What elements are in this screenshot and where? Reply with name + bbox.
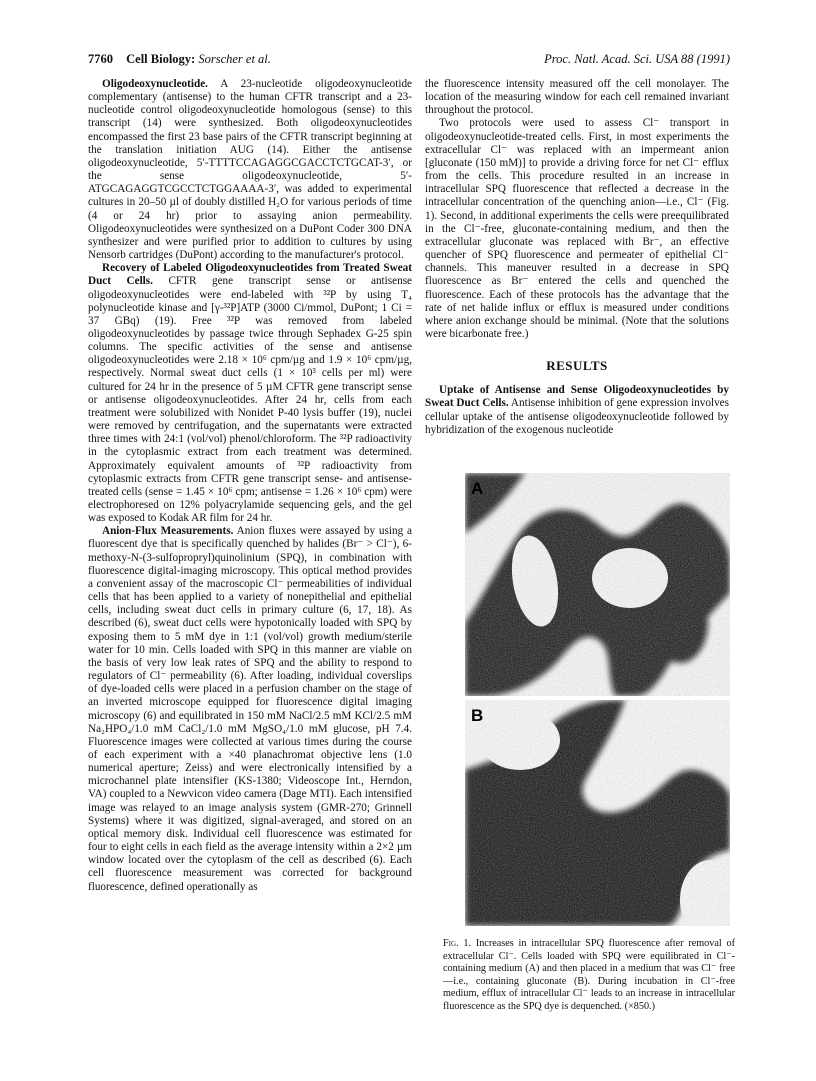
journal-citation: Proc. Natl. Acad. Sci. USA 88 (1991)	[544, 52, 730, 66]
heading-anion-flux: Anion-Flux Measurements.	[102, 525, 234, 538]
running-header-left	[88, 52, 271, 67]
body-recovery: CFTR gene transcript sense or antisense oligodeoxynucleotides were end-labeled with ³²P by using T₄ polynucleotide kinase and [γ-³²P]ATP (3000 Ci/mmol, DuPont; 1 Ci = 37 GBq) (19). Free ³²P was removed from labeled oligodeoxynucleotides by passage twice through Sephadex G-25 spin columns. The specific activities of the sense and antisense oligodeoxynucleotides were 2.18 × 10⁶ cpm/µg and 1.9 × 10⁶ cpm/µg, respectively. Normal sweat duct cells (1 × 10³ cells per ml) were cultured for 24 hr in the presence of 5 µM CFTR gene transcript sense or antisense oligodeoxynucleotides. After 24 hr, cells from each treatment were solubilized with Nonidet P-40 lysis buffer (19), nuclei were removed by centrifugation, and the supernatants were extracted three times with 24:1 (vol/vol) phenol/chloroform. The ³²P radioactivity in the cytoplasmic extract from each treatment was determined. Approximately equivalent amounts of ³²P radioactivity from cytoplasmic extracts from CFTR gene transcript sense- and antisense-treated cells (sense = 1.45 × 10⁶ cpm; antisense = 1.26 × 10⁶ cpm) were electrophoresed on 12% polyacrylamide sequencing gels, and the gel was exposed to Kodak AR film for 24 hr.	[88, 275, 413, 525]
paragraph-uptake	[425, 384, 729, 437]
body-uptake: Antisense inhibition of gene expression involves cellular uptake of the antisense oligodeoxynucleotide followed by hybridization of the exogenous nucleotide	[425, 397, 729, 436]
right-column	[425, 78, 729, 437]
results-heading: RESULTS	[546, 358, 608, 374]
panel-a-label: A	[471, 479, 484, 498]
header-title	[126, 52, 271, 66]
heading-uptake: Uptake of Antisense and Sense Oligodeoxynucleotides by Sweat Duct Cells.	[425, 384, 729, 410]
paragraph-continued: the fluorescence intensity measured off the cell monolayer. The location of the measuring window for each cell remained invariant throughout the protocol.	[425, 78, 729, 117]
body-oligo: A 23-nucleotide oligodeoxynucleotide complementary (antisense) to the human CFTR transcript and a 23-nucleotide control oligodeoxynucleotide homologous (sense) to this transcript (14) were synthesized. Both oligodeoxynucleotides encompassed the first 23 base pairs of the CFTR transcript beginning at the translation initiation AUG (14). Either the antisense oligodeoxynucleotide, 5′-TTTTCCAGAGGCGACCTCTGCAT-3′, or the sense oligodeoxynucleotide, 5′-ATGCAGAGGTCGCCTCTGGAAAA-3′, was added to experimental cultures in 20–50 µl of doubly distilled H₂O for various periods of time (4 or 24 hr) prior to assaying anion permeability. Oligodeoxynucleotides were synthesized on a DuPont Coder 300 DNA synthesizer and were purified prior to addition to cultures by using Nensorb cartridges (DuPont) according to the manufacturer's protocol.	[88, 78, 412, 262]
heading-recovery: Recovery of Labeled Oligodeoxynucleotides from Treated Sweat Duct Cells.	[88, 262, 412, 288]
paragraph-recovery	[88, 262, 412, 525]
micrograph-b	[465, 700, 730, 926]
header-section: Cell Biology:	[126, 52, 196, 66]
left-column	[88, 78, 412, 894]
caption-text: Increases in intracellular SPQ fluorescence after removal of extracellular Cl⁻. Cells loaded with SPQ were equilibrated in Cl⁻-containing medium (A) and then placed in a medium that was Cl⁻ free—i.e., containing gluconate (B). During incubation in Cl⁻-free medium, efflux of intracellular Cl⁻ leads to an increase in intracellular fluorescence as the SPQ dye is dequenched. (×850.)	[443, 938, 735, 1012]
caption-label: Fig. 1.	[443, 938, 472, 949]
figure-caption	[443, 938, 735, 1014]
paragraph-protocols: Two protocols were used to assess Cl⁻ transport in oligodeoxynucleotide-treated cells. First, in most experiments the extracellular Cl⁻ was replaced with an impermeant anion [gluconate (150 mM)] to provide a driving force for net Cl⁻ efflux from the cells. This procedure resulted in an increase in intracellular SPQ fluorescence that reflected a decrease in the intracellular concentration of the quenching anion—i.e., Cl⁻ (Fig. 1). Second, in additional experiments the cells were preequilibrated in the Cl⁻-free, gluconate-containing medium, and then the extracellular gluconate was replaced with Br⁻, an effective quencher of SPQ fluorescence and permeater of epithelial Cl⁻ channels. This maneuver resulted in a decrease in SPQ fluorescence as Br⁻ entered the cells and quenched the fluorescence. Each of these protocols has the advantage that the rate of net halide influx or efflux is measured under conditions where anion exchange should be minimal. (Note that the solutions were bicarbonate free.)	[425, 117, 729, 340]
paragraph-oligo	[88, 78, 412, 262]
paragraph-anion-flux	[88, 525, 412, 893]
figure-panel-a	[465, 473, 730, 696]
figure-panel-b	[465, 700, 730, 926]
panel-b-label: B	[471, 706, 484, 725]
micrograph-a	[465, 473, 730, 696]
page-number: 7760	[88, 52, 113, 66]
heading-oligo: Oligodeoxynucleotide.	[102, 78, 208, 90]
body-anion-flux: Anion fluxes were assayed by using a fluorescent dye that is specifically quenched by halides (Br⁻ > Cl⁻), 6-methoxy-N-(3-sulfopropryl)quinolinium (SPQ), in combination with fluorescence digital-imaging microscopy. This optical method provides a convenient assay of the macroscopic Cl⁻ permeabilities of individual cells that has been applied to a variety of nonepithelial and epithelial cells, including sweat duct cells in primary culture (6, 17, 18). As described (6), sweat duct cells were hypotonically loaded with SPQ by exposing them to 5 mM dye in 1:1 (vol/vol) growth medium/sterile water for 10 min. Cells loaded with SPQ in this manner are viable on the basis of very low leak rates of SPQ and the ability to respond to regulators of Cl⁻ permeability (6). After loading, individual coverslips of dye-loaded cells were placed in a perfusion chamber on the stage of an inverted microscope equipped for fluorescence digital imaging microscopy (6) and equilibrated in 150 mM NaCl/2.5 mM KCl/2.5 mM Na₂HPO₄/1.0 mM CaCl₂/1.0 mM MgSO₄/1.0 mM glucose, pH 7.4. Fluorescence images were collected at various times during the course of each experiment with a ×40 planachromat objective lens (1.0 numerical aperture; Zeiss) and were electronically intensified by a microchannel plate intensifier (KS-1380; Videoscope Int., Herndon, VA) coupled to a Newvicon video camera (Dage MTI). Each intensified image was relayed to an image analysis system (GMR-270; Grinnell Systems) where it was digitized, signal-averaged, and stored on an optical memory disk. Individual cell fluorescence was estimated for four to eight cells in each field as the average intensity within a 2×2 µm window located over the cytoplasm of the cell as described (6). Each cell fluorescence measurement was corrected for background fluorescence, defined operationally as	[88, 525, 413, 893]
header-authors: Sorscher et al.	[198, 52, 271, 66]
